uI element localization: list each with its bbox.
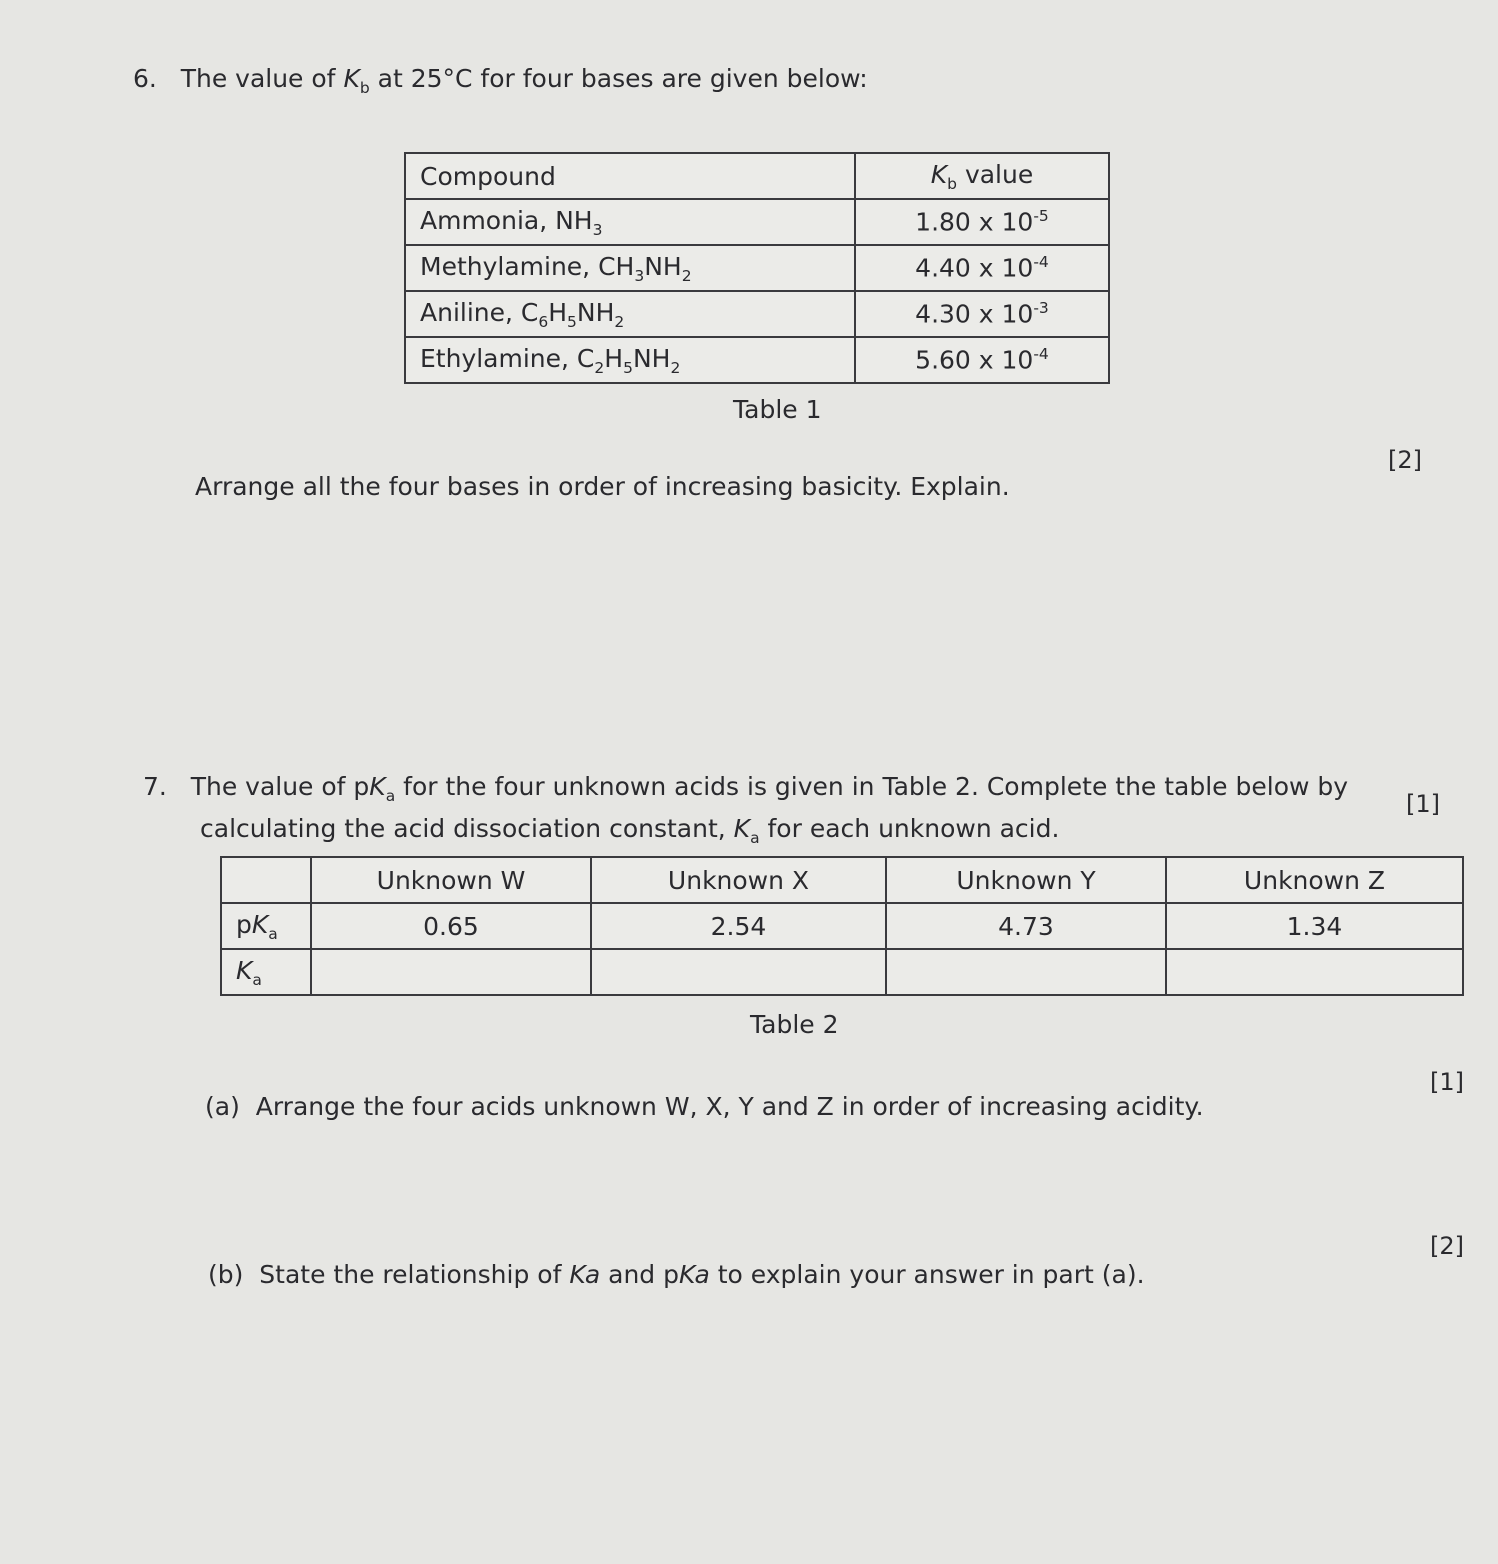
ka-answer-cell[interactable] [591, 949, 886, 995]
pka-cell: 1.34 [1166, 903, 1463, 949]
question-7-number: 7. [143, 772, 167, 801]
kb-value-cell: 4.30 x $10^{-3}$ [855, 291, 1109, 337]
question-7-line-2: calculating the acid dissociation constant, $K_a$ for each unknown acid. [200, 814, 1060, 847]
pka-label: $pK_a$ [221, 903, 311, 949]
table-2-header-z: Unknown Z [1166, 857, 1463, 903]
table-2-header-blank [221, 857, 311, 903]
table-row [221, 949, 1463, 995]
table-1-header-kb: $K_b$ value [855, 153, 1109, 199]
table-2-header-w: Unknown W [311, 857, 591, 903]
table-row [405, 291, 1109, 337]
table-row [405, 245, 1109, 291]
compound-cell: Ethylamine, $C_2H_5NH_2$ [405, 337, 855, 383]
table-2-header-x: Unknown X [591, 857, 886, 903]
pka-cell: 2.54 [591, 903, 886, 949]
question-6-marks: [2] [1388, 446, 1422, 474]
part-a [205, 1092, 1204, 1121]
question-6-number: 6. [133, 64, 157, 93]
compound-cell: Aniline, $C_6H_5NH_2$ [405, 291, 855, 337]
part-b: (b) State the relationship of Ka and pKa to explain your answer in part (a). [208, 1260, 1145, 1289]
ka-answer-cell[interactable] [311, 949, 591, 995]
question-7-marks: [1] [1406, 790, 1440, 818]
table-2 [220, 856, 1464, 996]
table-row [405, 337, 1109, 383]
table-1-caption: Table 1 [733, 395, 822, 424]
table-row [221, 903, 1463, 949]
part-b-label: (b) [208, 1260, 244, 1289]
table-2-caption: Table 2 [750, 1010, 839, 1039]
table-1-header-compound: Compound [405, 153, 855, 199]
ka-answer-cell[interactable] [1166, 949, 1463, 995]
compound-cell: Ammonia, $NH_3$ [405, 199, 855, 245]
table-1-header-row [405, 153, 1109, 199]
kb-value-cell: 1.80 x $10^{-5}$ [855, 199, 1109, 245]
part-a-text: Arrange the four acids unknown W, X, Y and Z in order of increasing acidity. [255, 1092, 1204, 1121]
ka-answer-cell[interactable] [886, 949, 1166, 995]
kb-value-cell: 4.40 x $10^{-4}$ [855, 245, 1109, 291]
question-7-line-1: 7. The value of $pK_a$ for the four unknown acids is given in Table 2. Complete the table below by [143, 772, 1349, 805]
pka-cell: 0.65 [311, 903, 591, 949]
part-a-label: (a) [205, 1092, 240, 1121]
kb-value-cell: 5.60 x $10^{-4}$ [855, 337, 1109, 383]
part-b-marks: [2] [1430, 1232, 1464, 1260]
ka-label: $K_a$ [221, 949, 311, 995]
table-2-header-y: Unknown Y [886, 857, 1166, 903]
compound-cell: Methylamine, $CH_3NH_2$ [405, 245, 855, 291]
pka-cell: 4.73 [886, 903, 1166, 949]
question-6-stem: 6. The value of $K_b$ at 25°C for four bases are given below: [133, 64, 868, 97]
part-a-marks: [1] [1430, 1068, 1464, 1096]
table-row [405, 199, 1109, 245]
question-6-task: Arrange all the four bases in order of increasing basicity. Explain. [195, 472, 1010, 501]
table-2-header-row [221, 857, 1463, 903]
table-1 [404, 152, 1110, 384]
